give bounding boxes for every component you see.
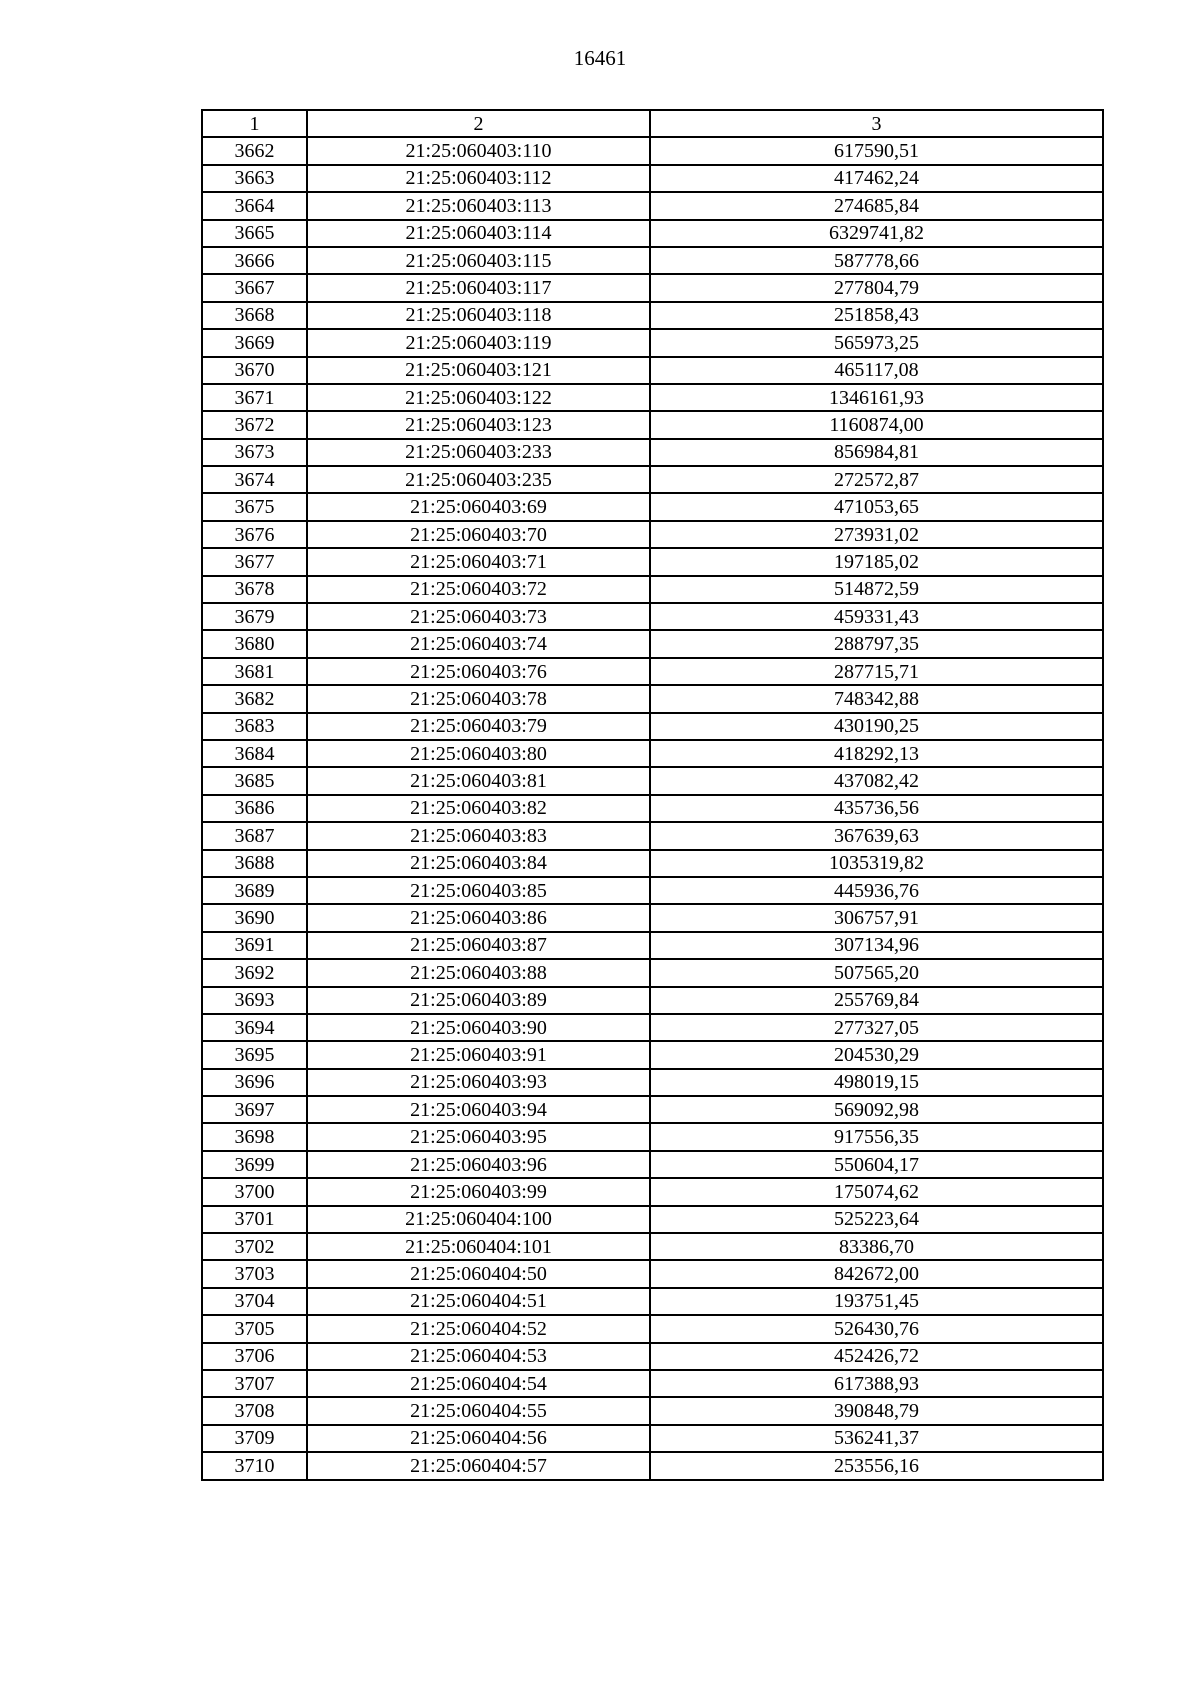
value-cell: 565973,25 [650,329,1103,356]
table-row [202,1370,1103,1397]
row-number-cell: 3703 [202,1260,307,1287]
cadastral-number-cell: 21:25:060403:85 [307,877,650,904]
cadastral-number-cell: 21:25:060403:115 [307,247,650,274]
table-row [202,1096,1103,1123]
table-row [202,220,1103,247]
table-row [202,1288,1103,1315]
value-cell: 917556,35 [650,1123,1103,1150]
table-row [202,987,1103,1014]
row-number-cell: 3705 [202,1315,307,1342]
table-row [202,247,1103,274]
table-row [202,302,1103,329]
table-row [202,1452,1103,1479]
cadastral-number-cell: 21:25:060403:93 [307,1069,650,1096]
row-number-cell: 3688 [202,850,307,877]
cadastral-number-cell: 21:25:060403:74 [307,630,650,657]
value-cell: 287715,71 [650,658,1103,685]
value-cell: 277327,05 [650,1014,1103,1041]
value-cell: 274685,84 [650,192,1103,219]
cadastral-number-cell: 21:25:060403:89 [307,987,650,1014]
table-row [202,165,1103,192]
cadastral-number-cell: 21:25:060403:81 [307,767,650,794]
row-number-cell: 3704 [202,1288,307,1315]
value-cell: 83386,70 [650,1233,1103,1260]
table-row [202,1069,1103,1096]
table-row [202,493,1103,520]
value-cell: 175074,62 [650,1178,1103,1205]
row-number-cell: 3662 [202,137,307,164]
row-number-cell: 3699 [202,1151,307,1178]
column-header-3: 3 [650,110,1103,137]
table-row [202,713,1103,740]
value-cell: 617388,93 [650,1370,1103,1397]
value-cell: 471053,65 [650,493,1103,520]
row-number-cell: 3671 [202,384,307,411]
row-number-cell: 3706 [202,1343,307,1370]
row-number-cell: 3693 [202,987,307,1014]
value-cell: 617590,51 [650,137,1103,164]
cadastral-number-cell: 21:25:060403:123 [307,411,650,438]
table-row [202,685,1103,712]
row-number-cell: 3709 [202,1425,307,1452]
table-row [202,1233,1103,1260]
row-number-cell: 3663 [202,165,307,192]
table-row [202,1041,1103,1068]
row-number-cell: 3697 [202,1096,307,1123]
value-cell: 569092,98 [650,1096,1103,1123]
table-row [202,466,1103,493]
table-row [202,357,1103,384]
row-number-cell: 3702 [202,1233,307,1260]
table-row [202,1343,1103,1370]
cadastral-number-cell: 21:25:060403:84 [307,850,650,877]
cadastral-number-cell: 21:25:060403:87 [307,932,650,959]
row-number-cell: 3683 [202,713,307,740]
table-row [202,1178,1103,1205]
cadastral-number-cell: 21:25:060403:69 [307,493,650,520]
row-number-cell: 3675 [202,493,307,520]
value-cell: 204530,29 [650,1041,1103,1068]
row-number-cell: 3673 [202,439,307,466]
row-number-cell: 3696 [202,1069,307,1096]
value-cell: 498019,15 [650,1069,1103,1096]
value-cell: 550604,17 [650,1151,1103,1178]
value-cell: 277804,79 [650,274,1103,301]
cadastral-number-cell: 21:25:060403:88 [307,959,650,986]
table-row [202,959,1103,986]
cadastral-number-cell: 21:25:060403:80 [307,740,650,767]
cadastral-number-cell: 21:25:060404:54 [307,1370,650,1397]
row-number-cell: 3665 [202,220,307,247]
cadastral-number-cell: 21:25:060403:73 [307,603,650,630]
row-number-cell: 3679 [202,603,307,630]
table-body [202,137,1103,1479]
cadastral-number-cell: 21:25:060404:100 [307,1206,650,1233]
table-row [202,1151,1103,1178]
value-cell: 306757,91 [650,904,1103,931]
table-row [202,904,1103,931]
value-cell: 307134,96 [650,932,1103,959]
table-row [202,603,1103,630]
row-number-cell: 3682 [202,685,307,712]
table-row [202,658,1103,685]
cadastral-number-cell: 21:25:060403:78 [307,685,650,712]
value-cell: 288797,35 [650,630,1103,657]
table-row [202,1014,1103,1041]
value-cell: 417462,24 [650,165,1103,192]
value-cell: 514872,59 [650,576,1103,603]
table-row [202,767,1103,794]
row-number-cell: 3678 [202,576,307,603]
row-number-cell: 3680 [202,630,307,657]
value-cell: 1035319,82 [650,850,1103,877]
row-number-cell: 3692 [202,959,307,986]
value-cell: 272572,87 [650,466,1103,493]
value-cell: 465117,08 [650,357,1103,384]
table-row [202,795,1103,822]
column-header-1: 1 [202,110,307,137]
value-cell: 536241,37 [650,1425,1103,1452]
cadastral-number-cell: 21:25:060403:118 [307,302,650,329]
cadastral-number-cell: 21:25:060404:56 [307,1425,650,1452]
row-number-cell: 3708 [202,1397,307,1424]
table-header [202,110,1103,137]
row-number-cell: 3690 [202,904,307,931]
row-number-cell: 3684 [202,740,307,767]
cadastral-number-cell: 21:25:060403:70 [307,521,650,548]
row-number-cell: 3691 [202,932,307,959]
table-row [202,1315,1103,1342]
row-number-cell: 3681 [202,658,307,685]
value-cell: 856984,81 [650,439,1103,466]
cadastral-number-cell: 21:25:060403:110 [307,137,650,164]
table-row [202,932,1103,959]
value-cell: 1160874,00 [650,411,1103,438]
table-row [202,850,1103,877]
cadastral-number-cell: 21:25:060404:101 [307,1233,650,1260]
value-cell: 1346161,93 [650,384,1103,411]
table-row [202,877,1103,904]
cadastral-number-cell: 21:25:060403:91 [307,1041,650,1068]
cadastral-number-cell: 21:25:060403:83 [307,822,650,849]
value-cell: 390848,79 [650,1397,1103,1424]
value-cell: 587778,66 [650,247,1103,274]
row-number-cell: 3674 [202,466,307,493]
row-number-cell: 3700 [202,1178,307,1205]
cadastral-number-cell: 21:25:060403:86 [307,904,650,931]
cadastral-number-cell: 21:25:060404:50 [307,1260,650,1287]
value-cell: 452426,72 [650,1343,1103,1370]
cadastral-number-cell: 21:25:060403:96 [307,1151,650,1178]
cadastral-number-cell: 21:25:060404:57 [307,1452,650,1479]
table-row [202,740,1103,767]
row-number-cell: 3667 [202,274,307,301]
table-row [202,1425,1103,1452]
value-cell: 255769,84 [650,987,1103,1014]
header-row [202,110,1103,137]
table-row [202,192,1103,219]
table-row [202,1206,1103,1233]
cadastral-number-cell: 21:25:060403:72 [307,576,650,603]
row-number-cell: 3687 [202,822,307,849]
value-cell: 445936,76 [650,877,1103,904]
row-number-cell: 3672 [202,411,307,438]
value-cell: 842672,00 [650,1260,1103,1287]
row-number-cell: 3685 [202,767,307,794]
table-row [202,1123,1103,1150]
row-number-cell: 3686 [202,795,307,822]
value-cell: 437082,42 [650,767,1103,794]
row-number-cell: 3694 [202,1014,307,1041]
value-cell: 6329741,82 [650,220,1103,247]
row-number-cell: 3670 [202,357,307,384]
cadastral-number-cell: 21:25:060403:71 [307,548,650,575]
value-cell: 418292,13 [650,740,1103,767]
cadastral-number-cell: 21:25:060403:113 [307,192,650,219]
table-row [202,411,1103,438]
cadastral-number-cell: 21:25:060403:99 [307,1178,650,1205]
row-number-cell: 3707 [202,1370,307,1397]
value-cell: 507565,20 [650,959,1103,986]
cadastral-number-cell: 21:25:060404:53 [307,1343,650,1370]
value-cell: 273931,02 [650,521,1103,548]
cadastral-number-cell: 21:25:060403:119 [307,329,650,356]
row-number-cell: 3695 [202,1041,307,1068]
cadastral-number-cell: 21:25:060403:114 [307,220,650,247]
cadastral-number-cell: 21:25:060403:76 [307,658,650,685]
table-row [202,822,1103,849]
value-cell: 367639,63 [650,822,1103,849]
cadastral-number-cell: 21:25:060403:121 [307,357,650,384]
row-number-cell: 3668 [202,302,307,329]
table-row [202,1397,1103,1424]
cadastral-number-cell: 21:25:060403:233 [307,439,650,466]
row-number-cell: 3676 [202,521,307,548]
table-row [202,548,1103,575]
cadastral-number-cell: 21:25:060403:94 [307,1096,650,1123]
cadastral-number-cell: 21:25:060403:122 [307,384,650,411]
row-number-cell: 3689 [202,877,307,904]
table-row [202,1260,1103,1287]
table-row [202,329,1103,356]
row-number-cell: 3701 [202,1206,307,1233]
row-number-cell: 3666 [202,247,307,274]
row-number-cell: 3710 [202,1452,307,1479]
cadastral-number-cell: 21:25:060403:117 [307,274,650,301]
table-row [202,521,1103,548]
page-number: 16461 [573,46,627,70]
value-cell: 459331,43 [650,603,1103,630]
value-cell: 435736,56 [650,795,1103,822]
cadastral-number-cell: 21:25:060403:82 [307,795,650,822]
value-cell: 525223,64 [650,1206,1103,1233]
table-row [202,630,1103,657]
cadastral-number-cell: 21:25:060403:90 [307,1014,650,1041]
row-number-cell: 3677 [202,548,307,575]
cadastral-number-cell: 21:25:060403:79 [307,713,650,740]
value-cell: 197185,02 [650,548,1103,575]
value-cell: 526430,76 [650,1315,1103,1342]
value-cell: 251858,43 [650,302,1103,329]
value-cell: 193751,45 [650,1288,1103,1315]
cadastral-number-cell: 21:25:060403:235 [307,466,650,493]
data-table [201,109,1104,1481]
table-row [202,439,1103,466]
value-cell: 748342,88 [650,685,1103,712]
row-number-cell: 3664 [202,192,307,219]
cadastral-number-cell: 21:25:060403:112 [307,165,650,192]
cadastral-number-cell: 21:25:060404:52 [307,1315,650,1342]
row-number-cell: 3698 [202,1123,307,1150]
cadastral-number-cell: 21:25:060403:95 [307,1123,650,1150]
value-cell: 253556,16 [650,1452,1103,1479]
column-header-2: 2 [307,110,650,137]
cadastral-number-cell: 21:25:060404:51 [307,1288,650,1315]
row-number-cell: 3669 [202,329,307,356]
table-row [202,384,1103,411]
table-row [202,576,1103,603]
value-cell: 430190,25 [650,713,1103,740]
cadastral-number-cell: 21:25:060404:55 [307,1397,650,1424]
table-row [202,274,1103,301]
table-row [202,137,1103,164]
